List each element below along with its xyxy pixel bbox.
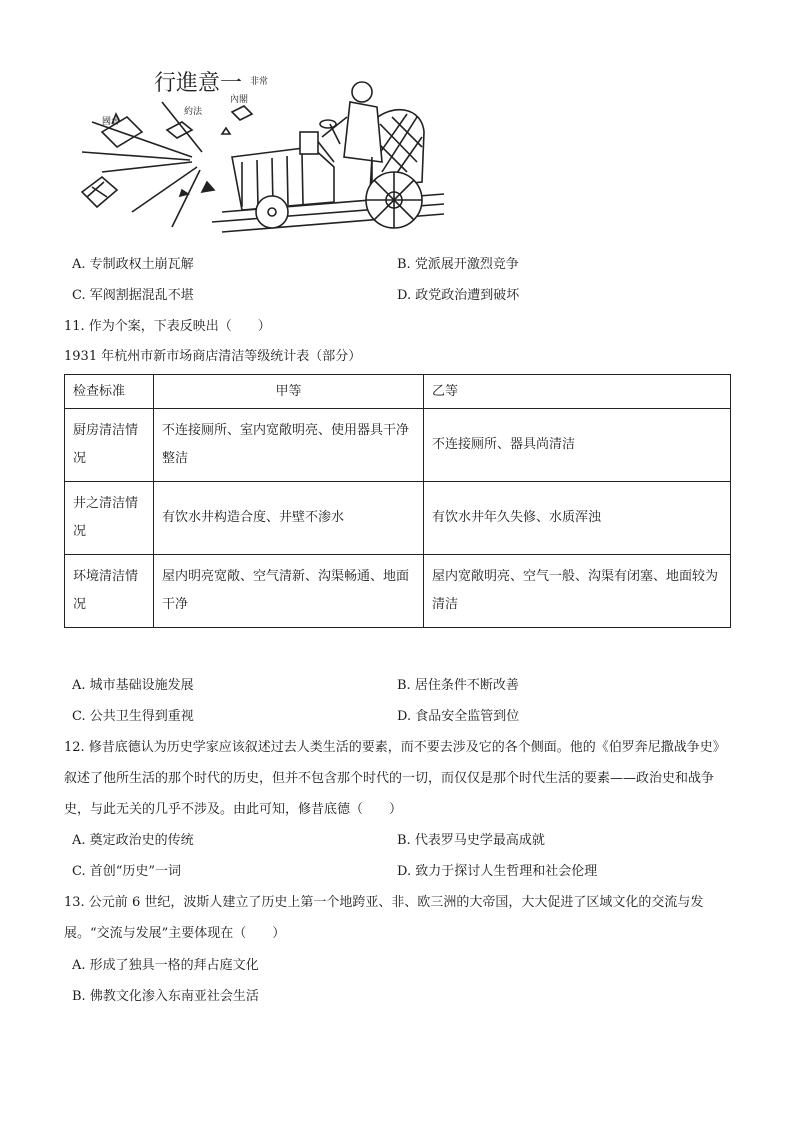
table-header-cell: 乙等: [424, 375, 731, 409]
table-row: [65, 555, 731, 628]
table-cell: 井之清洁情况: [65, 482, 154, 555]
table-cell: 有饮水井年久失修、水质浑浊: [424, 482, 731, 555]
table-row: [65, 482, 731, 555]
cleanliness-table: [64, 374, 731, 628]
table-cell: 屋内宽敞明亮、空气一般、沟渠有闭塞、地面较为清洁: [424, 555, 731, 628]
q12-stem: 12. 修昔底德认为历史学家应该叙述过去人类生活的要素，而不要去涉及它的各个侧面。他的《伯罗奔尼撒战争史》叙述了他所生活的那个时代的历史，但并不包含那个时代的一切，而仅仅是那个时代生活的要素——政治史和战争史，与此无关的几乎不涉及。由此可知，修昔底德（ ）: [64, 740, 726, 817]
q10-option-c: C. 军阀割据混乱不堪: [72, 288, 194, 303]
cartoon-label: 非常: [250, 77, 269, 87]
cartoon-label: 國會: [102, 117, 121, 127]
table-row: [65, 409, 731, 482]
table-cell: 屋内明亮宽敞、空气清新、沟渠畅通、地面干净: [154, 555, 424, 628]
q12-option-d: D. 致力于探讨人生哲理和社会伦理: [397, 864, 598, 879]
table-cell: 不连接厕所、室内宽敞明亮、使用器具干净整洁: [154, 409, 424, 482]
table-cell: 环境清洁情况: [65, 555, 154, 628]
q12-option-a: A. 奠定政治史的传统: [72, 833, 194, 848]
q11-stem: 11. 作为个案，下表反映出（ ）: [64, 319, 271, 334]
table-cell: 厨房清洁情况: [65, 409, 154, 482]
table-header-row: [65, 375, 731, 409]
cartoon-label: 內閣: [230, 95, 249, 105]
table-header-cell: 甲等: [154, 375, 424, 409]
q13-stem: 13. 公元前 6 世纪，波斯人建立了历史上第一个地跨亚、非、欧三洲的大帝国，大大促进了区域文化的交流与发展。“交流与发展”主要体现在（ ）: [64, 895, 704, 941]
q10-option-a: A. 专制政权土崩瓦解: [72, 257, 194, 272]
q11-option-c: C. 公共卫生得到重视: [72, 709, 194, 724]
cartoon-illustration: [72, 62, 444, 234]
table-cell: 有饮水井构造合度、井壁不渗水: [154, 482, 424, 555]
q11-table-title: 1931 年杭州市新市场商店清洁等级统计表（部分）: [64, 349, 362, 364]
q12-option-b: B. 代表罗马史学最高成就: [397, 833, 545, 848]
q11-option-a: A. 城市基础设施发展: [72, 678, 194, 693]
q11-option-b: B. 居住条件不断改善: [397, 678, 519, 693]
cartoon-label: 約法: [184, 107, 203, 117]
q10-option-b: B. 党派展开激烈竞争: [397, 257, 519, 272]
q10-option-d: D. 政党政治遭到破坏: [397, 288, 520, 303]
q13-option-a: A. 形成了独具一格的拜占庭文化: [72, 958, 259, 973]
q11-option-d: D. 食品安全监管到位: [397, 709, 520, 724]
cartoon-caption: 行進意一: [154, 71, 243, 96]
table-cell: 不连接厕所、器具尚清洁: [424, 409, 731, 482]
q13-option-b: B. 佛教文化渗入东南亚社会生活: [72, 989, 259, 1004]
table-header-cell: 检查标准: [65, 375, 154, 409]
q12-option-c: C. 首创“历史”一词: [72, 864, 182, 879]
